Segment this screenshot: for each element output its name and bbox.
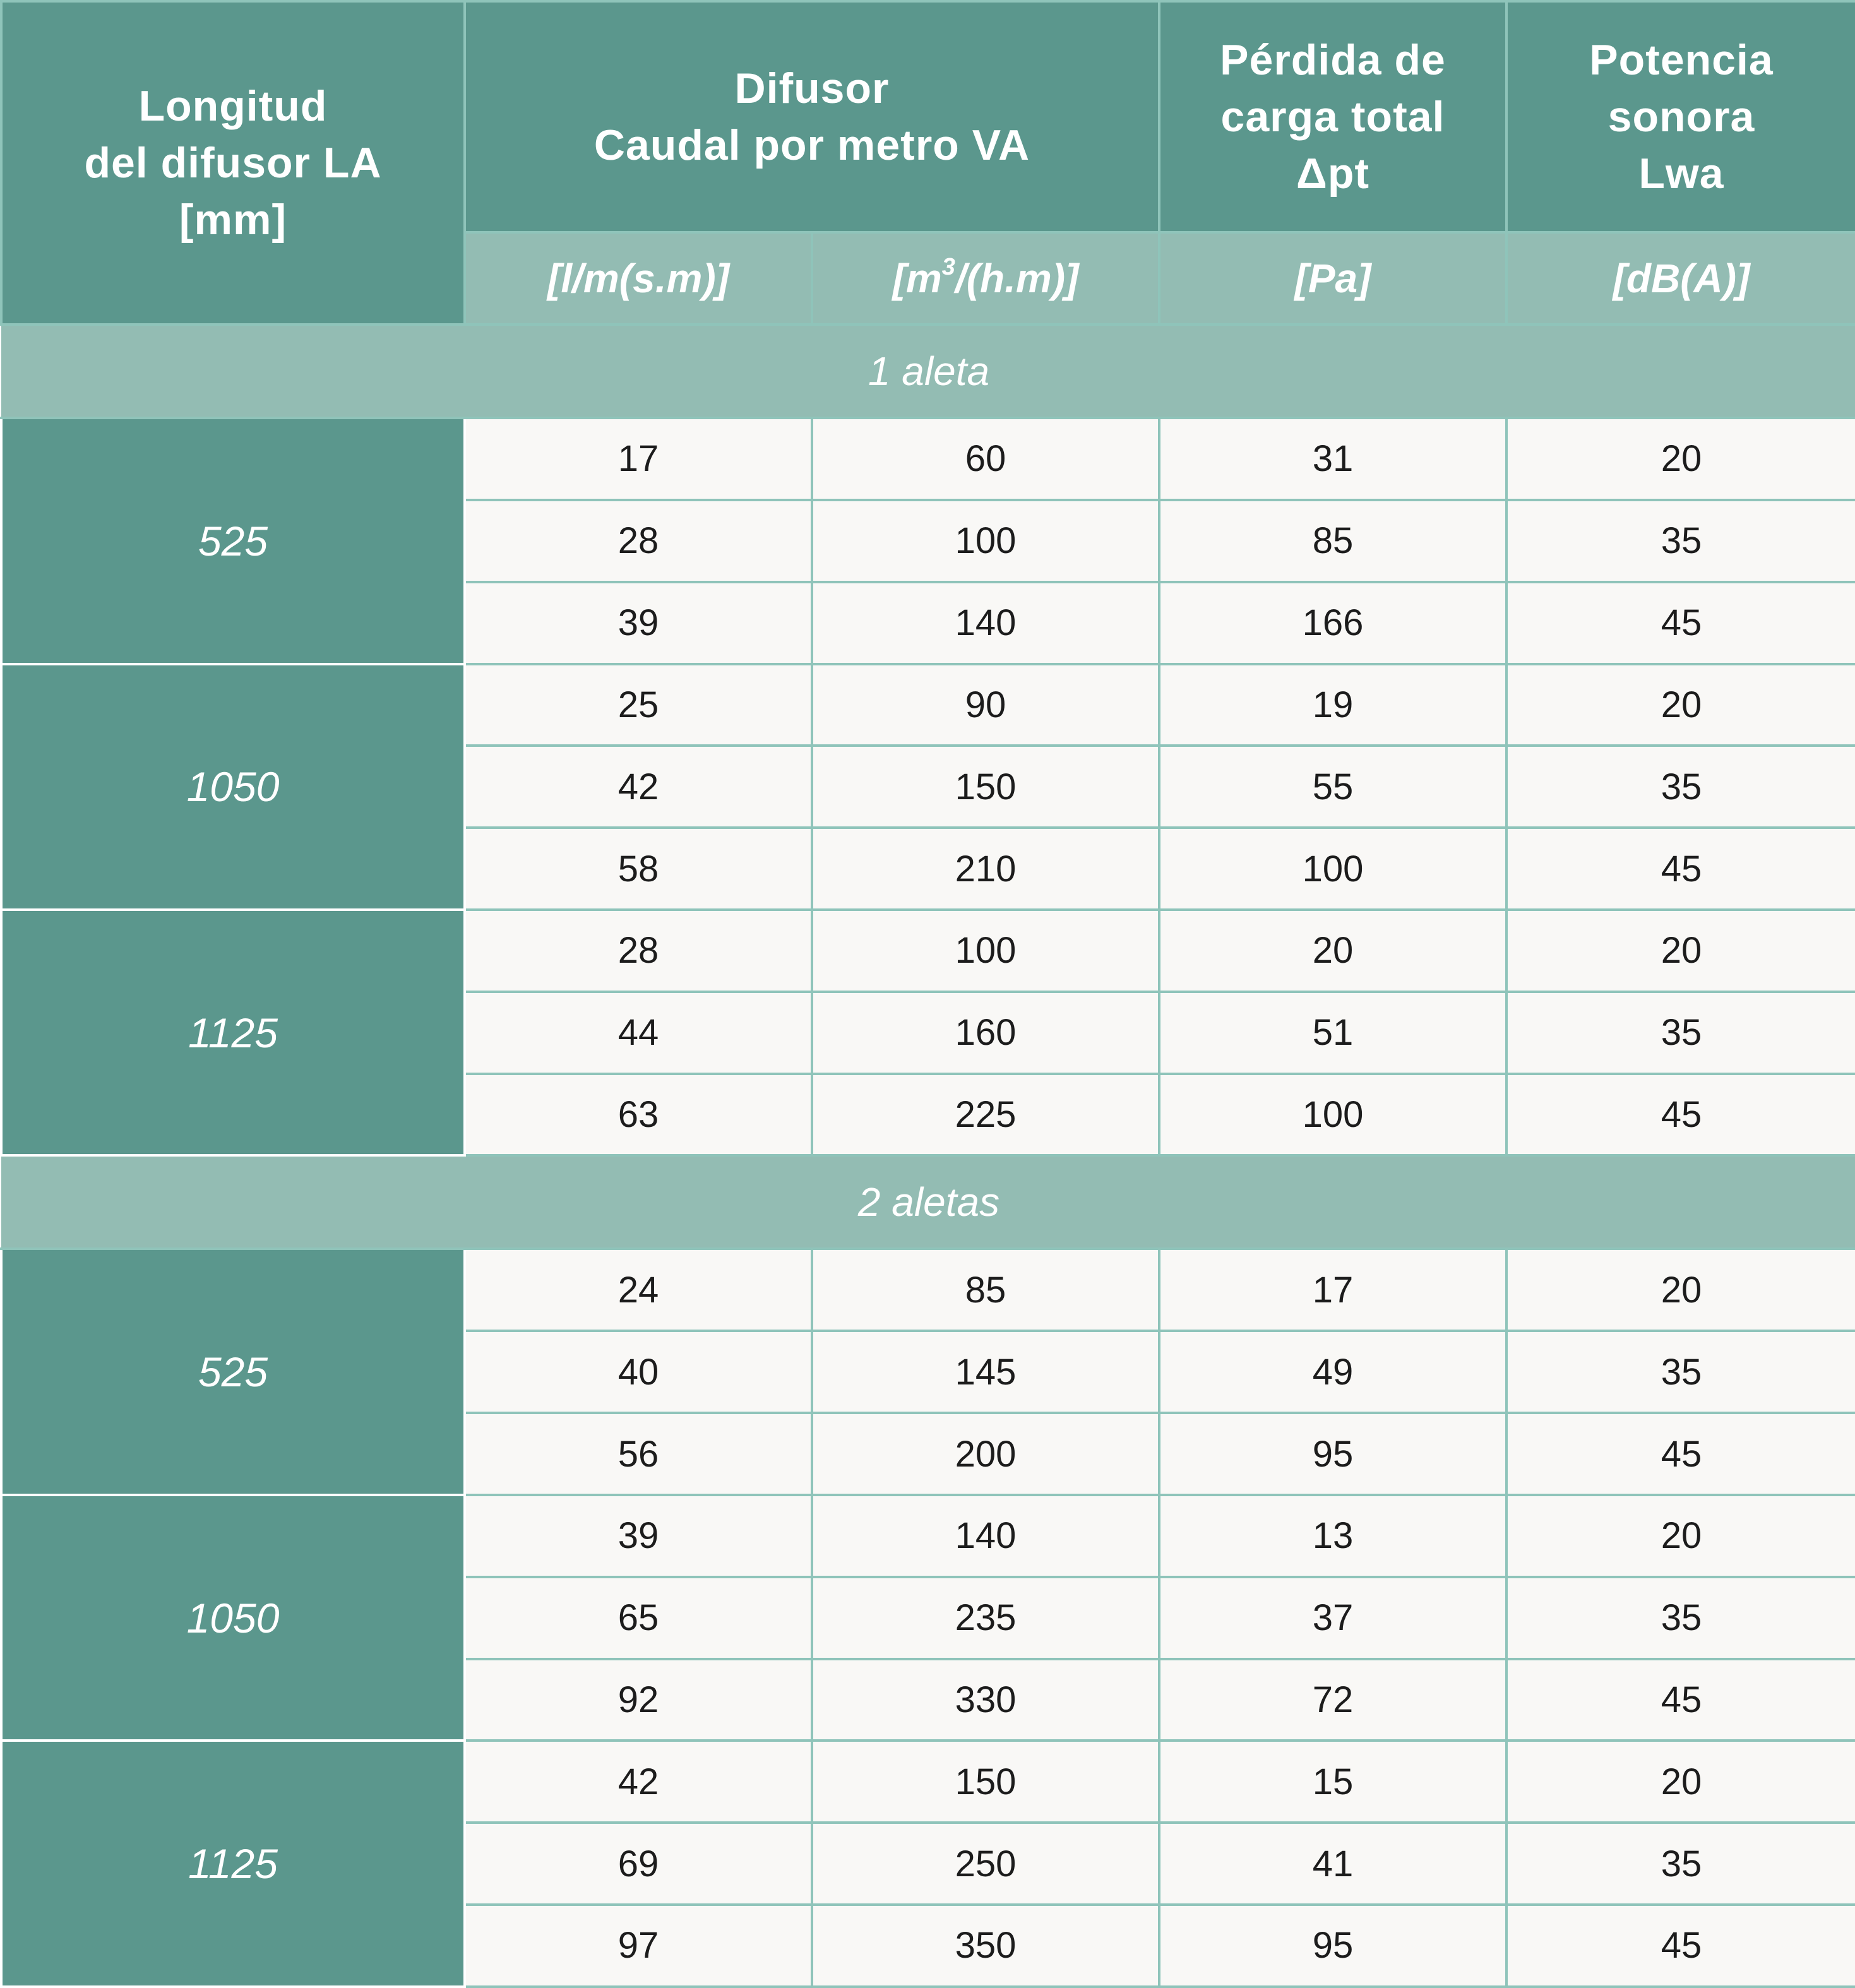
pressure-loss-cell: 37	[1159, 1577, 1506, 1659]
flow-m3h-cell: 225	[812, 1074, 1159, 1156]
flow-m3h-cell: 150	[812, 746, 1159, 828]
table-row	[1, 418, 1855, 500]
section-label: 1 aleta	[1, 324, 1855, 418]
pressure-loss-cell: 19	[1159, 664, 1506, 746]
flow-m3h-cell: 60	[812, 418, 1159, 500]
pressure-loss-cell: 20	[1159, 910, 1506, 992]
flow-ls-cell: 42	[465, 746, 812, 828]
unit-ls: [l/m(s.m)]	[465, 232, 812, 324]
table-body	[1, 324, 1855, 1987]
sound-power-cell: 35	[1506, 992, 1855, 1074]
flow-ls-cell: 63	[465, 1074, 812, 1156]
flow-m3h-cell: 100	[812, 500, 1159, 582]
flow-ls-cell: 92	[465, 1659, 812, 1741]
sound-power-cell: 20	[1506, 1249, 1855, 1331]
flow-m3h-cell: 100	[812, 910, 1159, 992]
flow-ls-cell: 28	[465, 500, 812, 582]
section-row	[1, 324, 1855, 418]
pressure-loss-cell: 15	[1159, 1741, 1506, 1823]
flow-ls-cell: 40	[465, 1331, 812, 1413]
flow-ls-cell: 44	[465, 992, 812, 1074]
header-pressure-loss: Pérdida de carga total Δpt	[1159, 1, 1506, 232]
length-cell: 525	[1, 418, 465, 664]
flow-m3h-cell: 200	[812, 1413, 1159, 1495]
flow-ls-cell: 39	[465, 1495, 812, 1577]
flow-ls-cell: 39	[465, 582, 812, 664]
pressure-loss-cell: 55	[1159, 746, 1506, 828]
sound-power-cell: 20	[1506, 910, 1855, 992]
sound-power-cell: 45	[1506, 1074, 1855, 1156]
length-cell: 1125	[1, 1741, 465, 1987]
sound-power-cell: 45	[1506, 1905, 1855, 1987]
flow-ls-cell: 24	[465, 1249, 812, 1331]
flow-m3h-cell: 350	[812, 1905, 1159, 1987]
table-row	[1, 910, 1855, 992]
pressure-loss-cell: 41	[1159, 1823, 1506, 1905]
pressure-loss-cell: 166	[1159, 582, 1506, 664]
table-row	[1, 664, 1855, 746]
sound-power-cell: 45	[1506, 1659, 1855, 1741]
pressure-loss-cell: 17	[1159, 1249, 1506, 1331]
flow-m3h-cell: 210	[812, 828, 1159, 910]
length-cell: 525	[1, 1249, 465, 1494]
section-label: 2 aletas	[1, 1155, 1855, 1249]
pressure-loss-cell: 85	[1159, 500, 1506, 582]
unit-dba: [dB(A)]	[1506, 232, 1855, 324]
sound-power-cell: 20	[1506, 1495, 1855, 1577]
sound-power-cell: 20	[1506, 1741, 1855, 1823]
length-cell: 1050	[1, 1495, 465, 1741]
sound-power-cell: 35	[1506, 746, 1855, 828]
sound-power-cell: 35	[1506, 500, 1855, 582]
flow-m3h-cell: 235	[812, 1577, 1159, 1659]
pressure-loss-cell: 95	[1159, 1905, 1506, 1987]
pressure-loss-cell: 100	[1159, 1074, 1506, 1156]
pressure-loss-cell: 72	[1159, 1659, 1506, 1741]
header-sound-power: Potencia sonora Lwa	[1506, 1, 1855, 232]
table-row	[1, 1741, 1855, 1823]
sound-power-cell: 20	[1506, 418, 1855, 500]
pressure-loss-cell: 100	[1159, 828, 1506, 910]
flow-m3h-cell: 140	[812, 582, 1159, 664]
length-cell: 1050	[1, 664, 465, 910]
header-length: Longitud del difusor LA [mm]	[1, 1, 465, 324]
flow-ls-cell: 28	[465, 910, 812, 992]
flow-ls-cell: 56	[465, 1413, 812, 1495]
table-row	[1, 1249, 1855, 1331]
flow-m3h-cell: 250	[812, 1823, 1159, 1905]
pressure-loss-cell: 31	[1159, 418, 1506, 500]
pressure-loss-cell: 51	[1159, 992, 1506, 1074]
sound-power-cell: 35	[1506, 1331, 1855, 1413]
sound-power-cell: 20	[1506, 664, 1855, 746]
flow-m3h-cell: 330	[812, 1659, 1159, 1741]
flow-ls-cell: 65	[465, 1577, 812, 1659]
pressure-loss-cell: 95	[1159, 1413, 1506, 1495]
flow-ls-cell: 58	[465, 828, 812, 910]
flow-m3h-cell: 140	[812, 1495, 1159, 1577]
flow-m3h-cell: 90	[812, 664, 1159, 746]
length-cell: 1125	[1, 910, 465, 1155]
flow-m3h-cell: 150	[812, 1741, 1159, 1823]
pressure-loss-cell: 13	[1159, 1495, 1506, 1577]
section-row	[1, 1155, 1855, 1249]
header-diffuser: Difusor Caudal por metro VA	[465, 1, 1159, 232]
flow-m3h-cell: 145	[812, 1331, 1159, 1413]
sound-power-cell: 45	[1506, 828, 1855, 910]
sound-power-cell: 35	[1506, 1577, 1855, 1659]
sound-power-cell: 45	[1506, 1413, 1855, 1495]
pressure-loss-cell: 49	[1159, 1331, 1506, 1413]
flow-m3h-cell: 160	[812, 992, 1159, 1074]
sound-power-cell: 35	[1506, 1823, 1855, 1905]
table-row	[1, 1495, 1855, 1577]
flow-m3h-cell: 85	[812, 1249, 1159, 1331]
flow-ls-cell: 97	[465, 1905, 812, 1987]
flow-ls-cell: 69	[465, 1823, 812, 1905]
sound-power-cell: 45	[1506, 582, 1855, 664]
flow-ls-cell: 42	[465, 1741, 812, 1823]
unit-pa: [Pa]	[1159, 232, 1506, 324]
flow-ls-cell: 25	[465, 664, 812, 746]
unit-m3h: $[m^3/(h.m)]$	[812, 232, 1159, 324]
flow-ls-cell: 17	[465, 418, 812, 500]
